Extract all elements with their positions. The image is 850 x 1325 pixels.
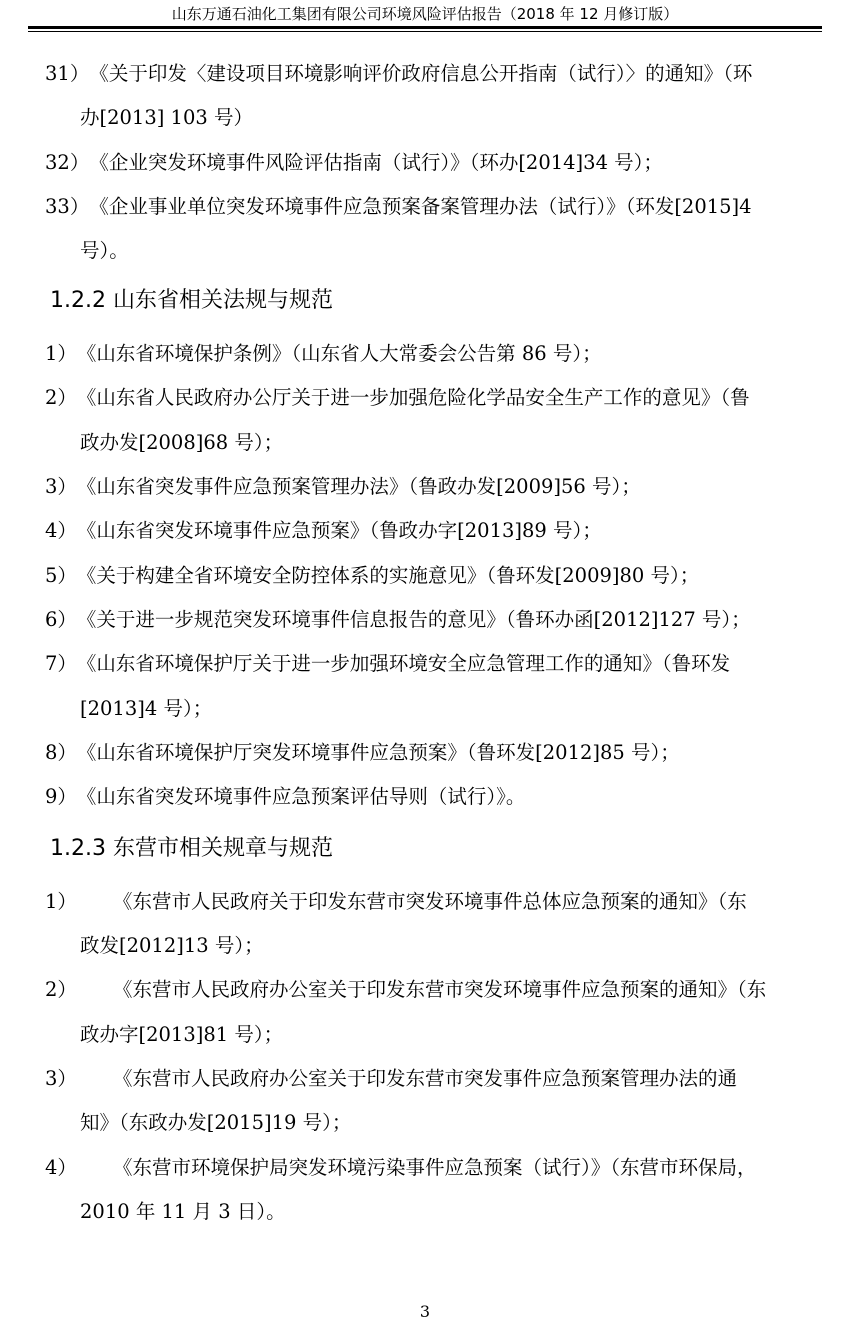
list-item [45,61,810,87]
item-number: 9） [45,785,77,808]
item-text: 《山东省突发环境事件应急预案评估导则（试行）》。 [76,785,526,808]
item-text: 《东营市人民政府办公室关于印发东营市突发环境事件应急预案的通知》（东 [113,978,767,1001]
item-number: 8） [45,741,77,764]
item-text: 《东营市环境保护局突发环境污染事件应急预案（试行）》（东营市环保局， [113,1156,757,1179]
item-number: 31） [45,62,90,85]
item-number: 6） [45,608,77,631]
list-item-continuation: 政办字[2013]81 号）； [80,1023,284,1046]
list-item-continuation: 2010 年 11 月 3 日）。 [80,1200,286,1223]
list-item [45,740,810,766]
item-text: 《东营市人民政府关于印发东营市突发环境事件总体应急预案的通知》（东 [113,890,747,913]
section-heading: 1.2.3 东营市相关规章与规范 [50,836,333,861]
item-text: 《山东省环境保护条例》（山东省人大常委会公告第 86 号）； [76,342,602,365]
list-item-continuation: 知》（东政办发[2015]19 号）； [80,1111,352,1134]
list-item-continuation: 政发[2012]13 号）； [80,934,264,957]
item-number: 4） [45,1156,77,1179]
list-item [45,607,810,633]
list-item [45,341,810,367]
list-item [45,518,810,544]
item-text: 《关于进一步规范突发环境事件信息报告的意见》（鲁环办函[2012]127 号）； [76,608,751,631]
item-text: 《山东省突发事件应急预案管理办法》（鲁政办发[2009]56 号）； [76,475,641,498]
item-number: 32） [45,151,90,174]
list-item [45,150,810,176]
list-item [45,1066,810,1092]
item-text: 《山东省环境保护厅关于进一步加强环境安全应急管理工作的通知》（鲁环发 [76,652,731,675]
item-text: 《山东省突发环境事件应急预案》（鲁政办字[2013]89 号）； [76,519,602,542]
page-number: 3 [419,1302,431,1321]
item-number: 3） [45,475,77,498]
item-number: 1） [45,342,77,365]
item-text: 《企业事业单位突发环境事件应急预案备案管理办法（试行）》（环发[2015]4 [89,195,752,218]
list-item-continuation: 号）。 [80,239,129,262]
item-number: 33） [45,195,90,218]
item-text: 《山东省环境保护厅突发环境事件应急预案》（鲁环发[2012]85 号）； [76,741,680,764]
item-number: 1） [45,890,77,913]
list-item [45,194,810,220]
item-number: 2） [45,978,77,1001]
list-item [45,977,810,1003]
item-number: 3） [45,1067,77,1090]
list-item [45,651,810,677]
item-text: 《东营市人民政府办公室关于印发东营市突发事件应急预案管理办法的通 [113,1067,738,1090]
list-item-continuation: [2013]4 号）； [80,697,213,720]
item-number: 5） [45,564,77,587]
item-number: 4） [45,519,77,542]
item-text: 《企业突发环境事件风险评估指南（试行）》（环办[2014]34 号）； [89,151,663,174]
list-item [45,563,810,589]
list-item [45,889,810,915]
section-heading: 1.2.2 山东省相关法规与规范 [50,288,333,313]
item-number: 2） [45,386,77,409]
item-text: 《山东省人民政府办公厅关于进一步加强危险化学品安全生产工作的意见》（鲁 [76,386,750,409]
list-item-continuation: 政办发[2008]68 号）； [80,431,284,454]
list-item [45,474,810,500]
item-text: 《关于印发〈建设项目环境影响评价政府信息公开指南（试行）〉的通知》（环 [89,62,753,85]
header-title: 山东万通石油化工集团有限公司环境风险评估报告（2018 年 12 月修订版） [171,5,679,23]
list-item-continuation: 办[2013] 103 号） [80,106,253,129]
list-item [45,1155,810,1181]
list-item [45,385,810,411]
item-number: 7） [45,652,77,675]
item-text: 《关于构建全省环境安全防控体系的实施意见》（鲁环发[2009]80 号）； [76,564,700,587]
list-item [45,784,810,810]
